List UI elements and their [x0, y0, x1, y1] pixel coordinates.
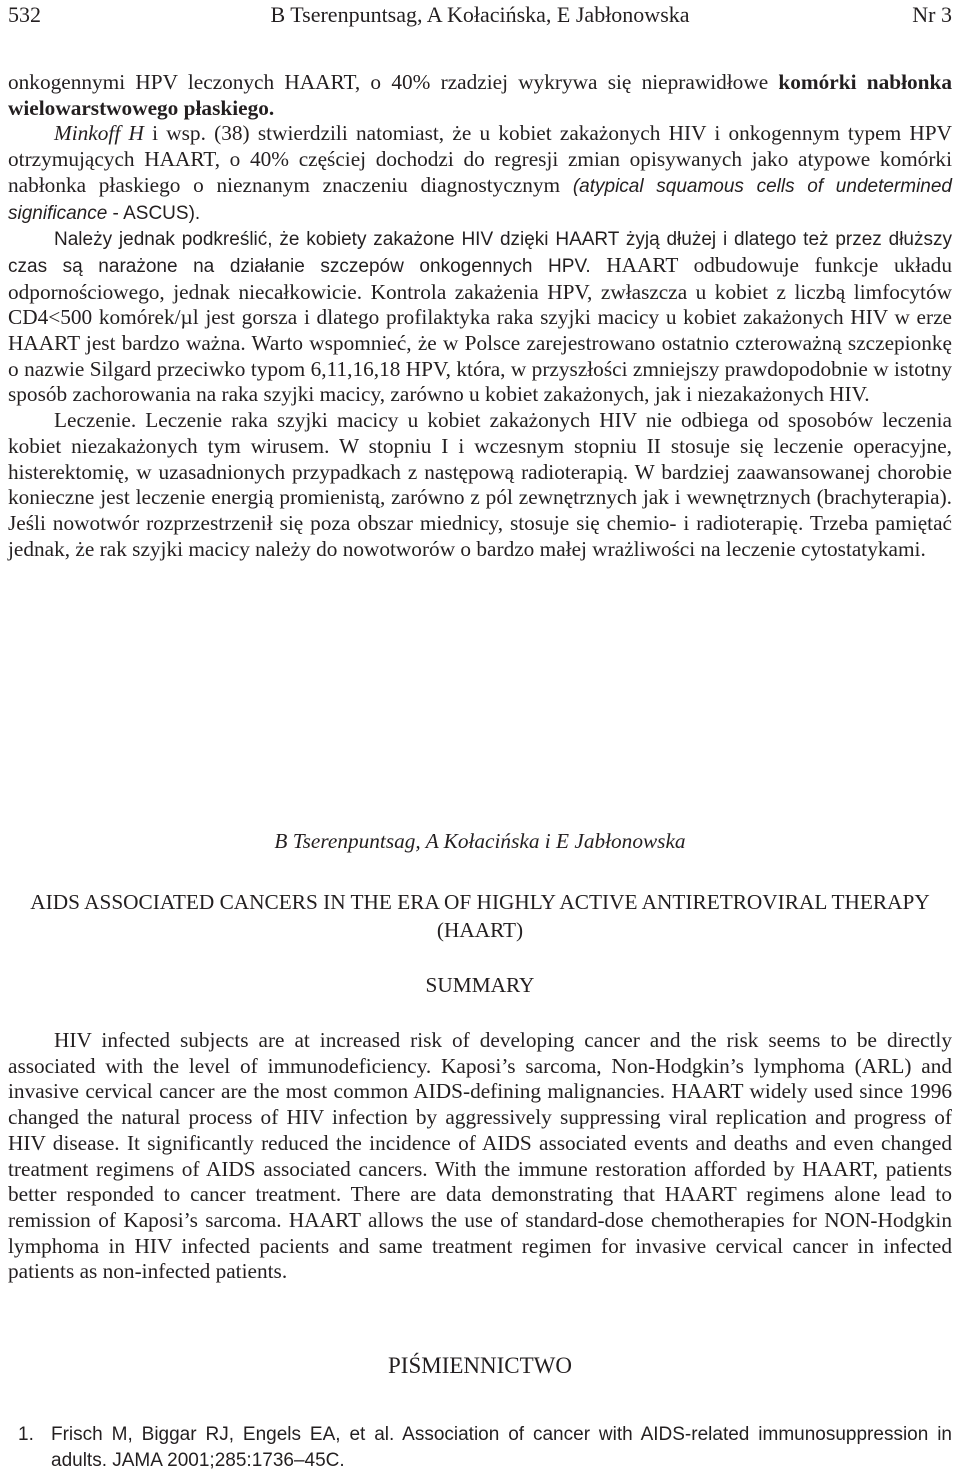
reference-number: 1. [18, 1424, 34, 1445]
reference-text: Frisch M, Biggar RJ, Engels EA, et al. Association of cancer with AIDS-related immunosuppression in adults. JAMA 2001;285:1736–45C. [51, 1424, 952, 1471]
paragraph-2 [8, 121, 952, 226]
english-term: (atypical squamous cells of undetermined significance [8, 175, 952, 224]
paragraph-1-text: onkogennymi HPV leczonych HAART, o 40% rzadziej wykrywa się nieprawidłowe [8, 70, 779, 94]
article-body [8, 70, 952, 562]
summary-authors: B Tserenpuntsag, A Kołacińska i E Jabłonowska [274, 829, 686, 853]
paragraph-3-sans: Należy jednak podkreślić, że kobiety zakażone HIV dzięki HAART żyją dłużej i dlatego też przez dłuższy czas są narażone na działanie szczepów onkogennych HPV. [8, 229, 952, 277]
paragraph-1 [8, 70, 952, 121]
bibliography-heading: PIŚMIENNICTWO [388, 1353, 572, 1378]
issue-number: Nr 3 [912, 2, 952, 27]
paragraph-2-text: i wsp. (38) stwierdzili natomiast, że u kobiet zakażonych HIV i onkogennym typem HPV otrzymujących HAART, o 40% częściej dochodzi do regresji zmian opisywanych jako atypowe komórki nabłonka płaskiego o nieznanym znaczeniu diagnostycznym [8, 121, 953, 197]
summary-heading: SUMMARY [425, 973, 535, 997]
reference-item [8, 1422, 952, 1473]
running-header [8, 2, 952, 32]
paragraph-3 [8, 226, 952, 408]
paragraph-4: Leczenie. Leczenie raka szyjki macicy u kobiet zakażonych HIV nie odbiega od sposobów leczenia kobiet niezakażonych tym wirusem. W stopniu I i wczesnym stopniu II stosuje się leczenie operacyjne, histerektomię, w uzasadnionych przypadkach z następową radioterapią. W bardziej zaawansowanej chorobie konieczne jest leczenie energią promienistą, zarówno z pól zewnętrznych jak i wewnętrznych (brachyterapia). Jeśli nowotwór rozprzestrzenił się poza obszar miednicy, stosuje się chemio- i radioterapię. Trzeba pamiętać jednak, że rak szyjki macicy należy do nowotworów o bardzo małej wrażliwości na leczenie cytostatykami. [8, 408, 952, 561]
cited-author: Minkoff H [54, 121, 144, 146]
term-abbreviation: - ASCUS). [107, 202, 201, 224]
summary-text: HIV infected subjects are at increased risk of developing cancer and the risk seems to be directly associated with the level of immunodeficiency. Kaposi’s sarcoma, Non-Hodgkin’s lymphoma (ARL) and invasive cervical cancer are the most common AIDS-defining malignancies. HAART widely used since 1996 changed the natural process of HIV infection by aggressively suppressing viral replication and progress of HIV disease. It significantly reduced the incidence of AIDS associated events and deaths and even changed treatment regimens of AIDS associated cancers. With the immune restoration afforded by HAART, patients better responded to cancer treatment. There are data demonstrating that HAART regimens alone lead to remission of Kaposi’s sarcoma. HAART allows the use of standard-dose chemotherapies for NON-Hodgkin lymphoma in HIV infected pacients and same treatment regimen for invasive cervical cancer in infected patients as non-infected patients. [8, 1028, 952, 1284]
paragraph-1-bold: komórki nabłonka wielowarstwowego płaskiego. [8, 70, 952, 120]
paragraph-3-text: HAART odbudowuje funkcje układu odpornościowego, jednak niecałkowicie. Kontrola zakażenia HPV, zwłaszcza u kobiet z liczbą limfocytów CD4<500 komórek/µl jest gorsza i dlatego profilaktyka raka szyjki macicy u kobiet zakażonych HIV w erze HAART jest bardzo ważna. Warto wspomnieć, że w Polsce zarejestrowano ostatnio czteroważną szczepionkę o nazwie Silgard przeciwko typom 6,11,16,18 HPV, która, w przyszłości zmniejszy prawdopodobnie w istotny sposób zachorowania na raka szyjki macicy, zarówno u kobiet zakażonych, jak i niezakażonych HIV. [8, 252, 952, 407]
page-number: 532 [8, 2, 41, 27]
summary-title: AIDS ASSOCIATED CANCERS IN THE ERA OF HIGHLY ACTIVE ANTIRETROVIRAL THERAPY (HAART) [30, 890, 930, 942]
header-authors: B Tserenpuntsag, A Kołacińska, E Jabłonowska [270, 2, 690, 27]
